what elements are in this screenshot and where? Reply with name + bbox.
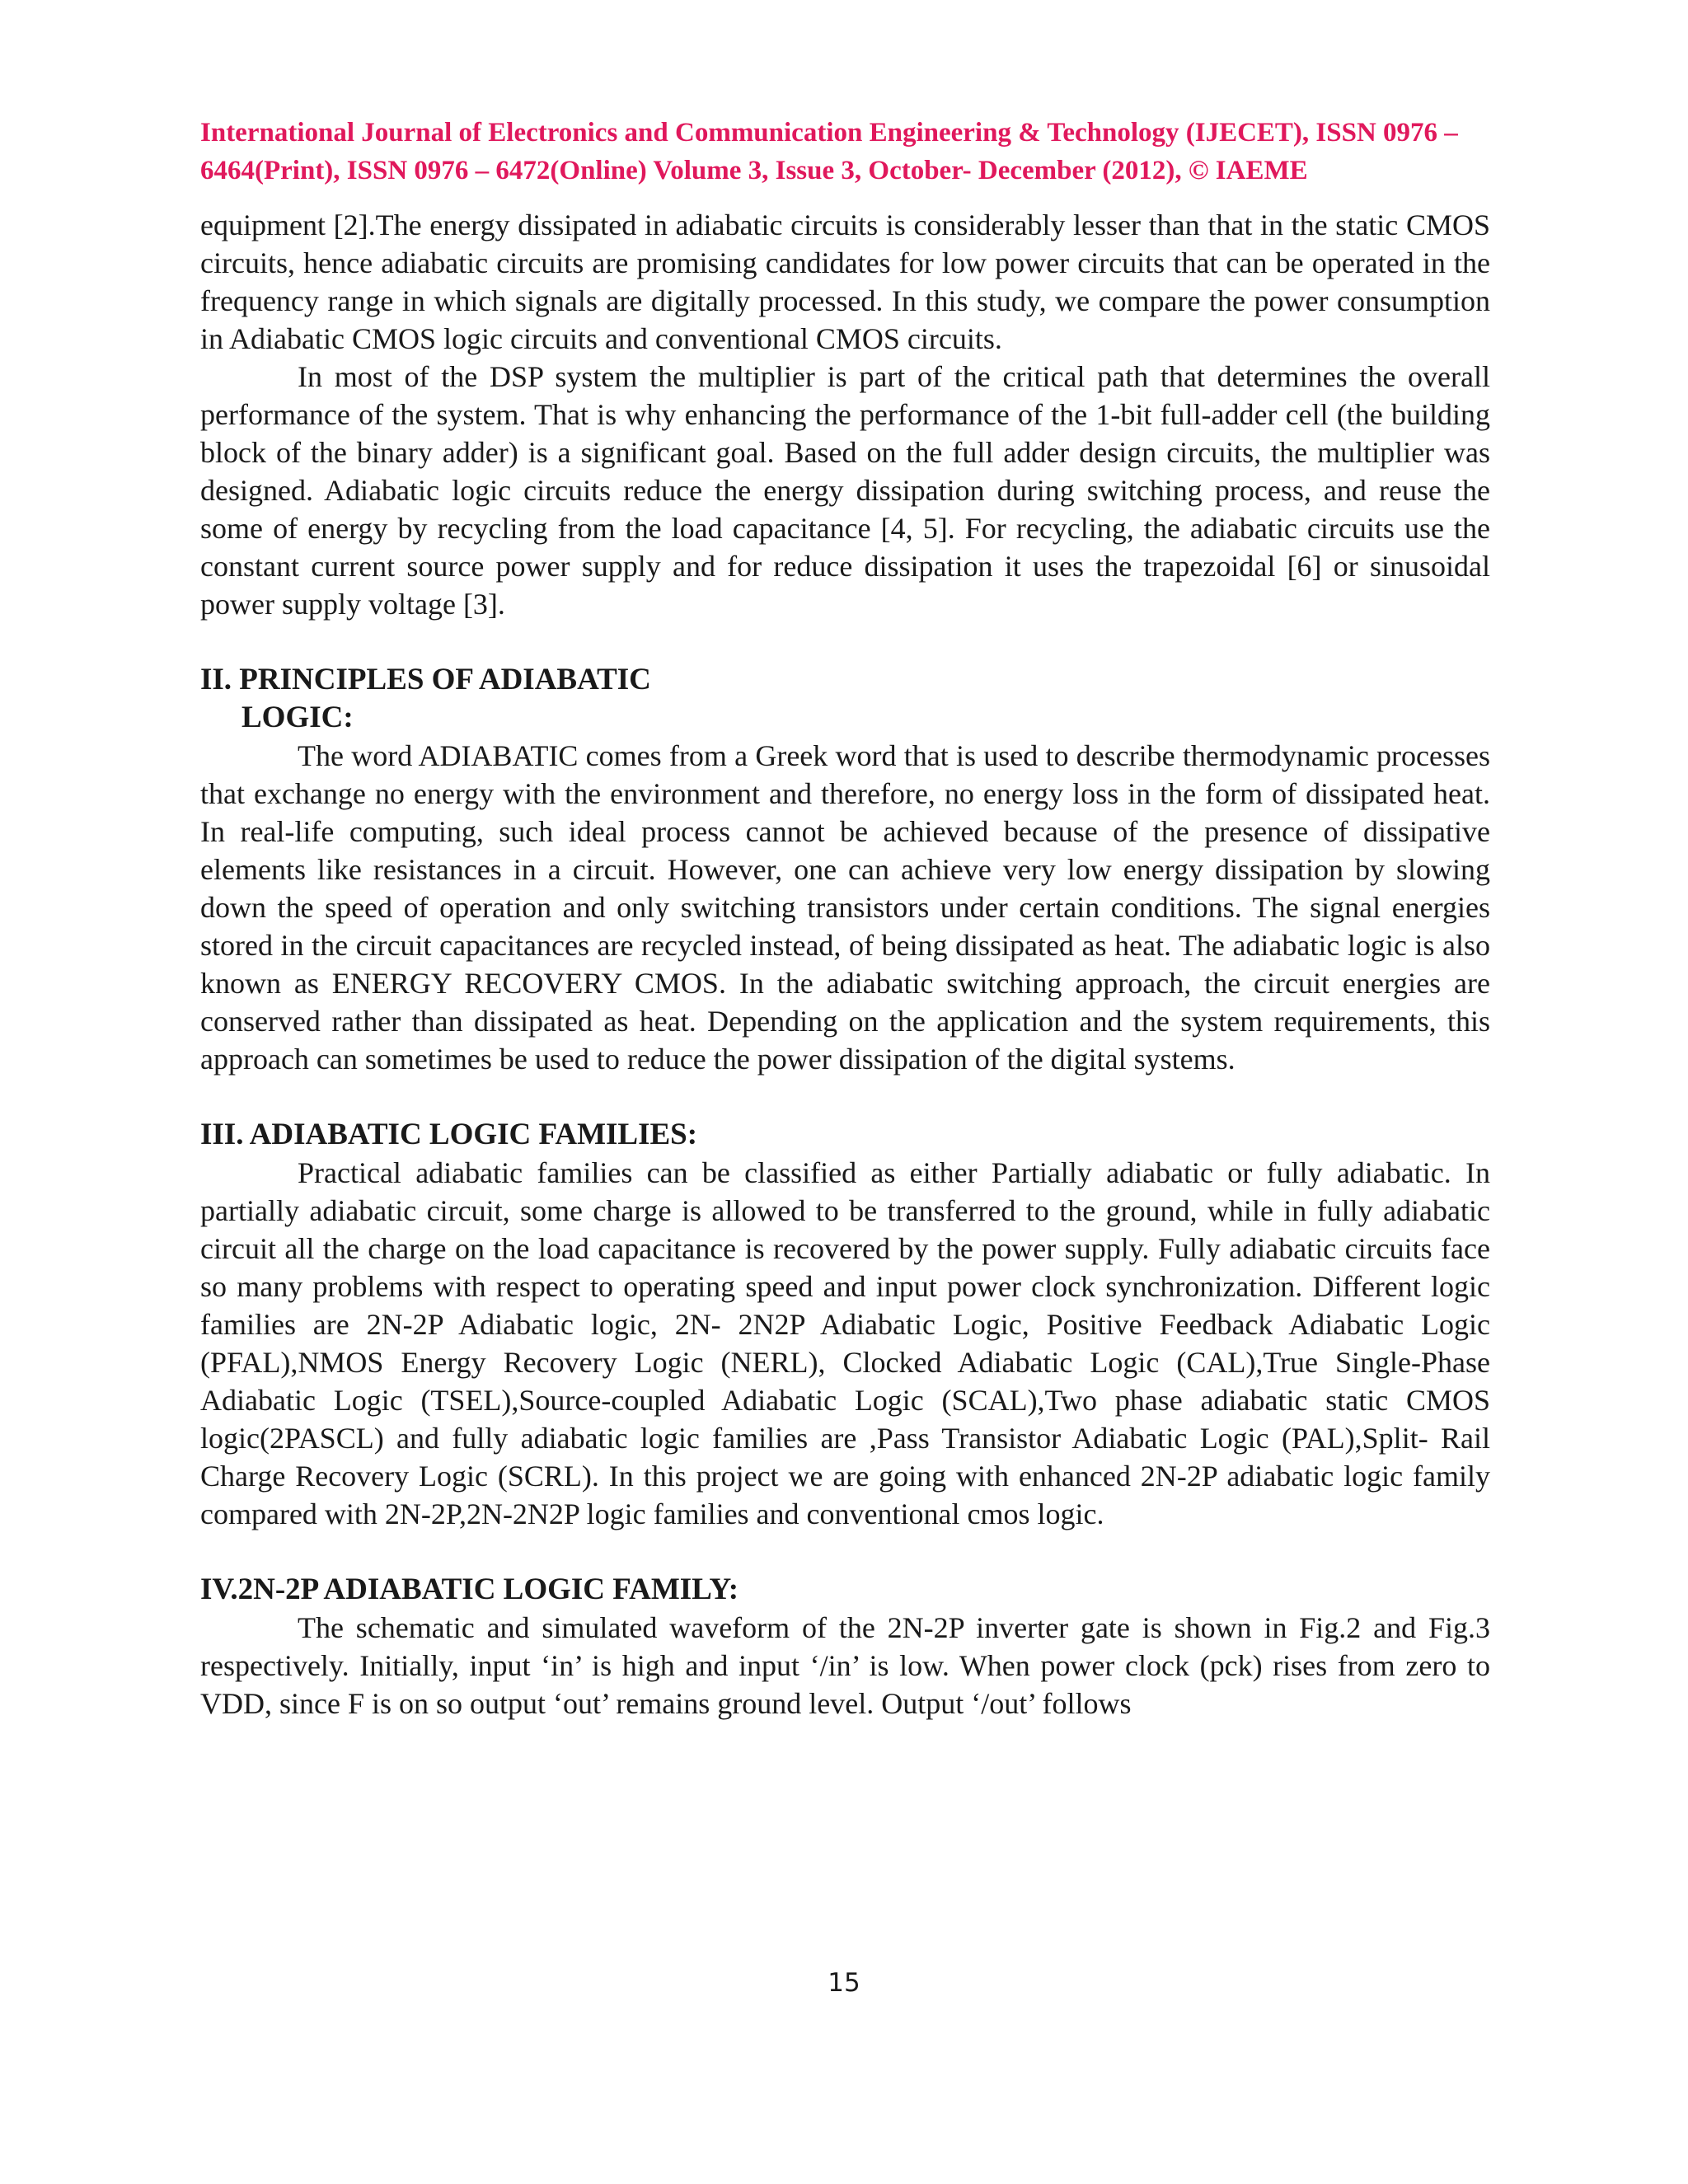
section-4-paragraph: The schematic and simulated waveform of the 2N-2P inverter gate is shown in Fig.2 and Fig.3 respectively. Initially, input ‘in’ is high and input ‘/in’ is low. When power clock (pck) rises from zero to VDD, since F is on so output ‘out’ remains ground level. Output ‘/out’ follows bbox=[200, 1611, 1490, 1720]
section-gap bbox=[200, 1533, 1490, 1571]
section-gap bbox=[200, 1078, 1490, 1116]
section-2-heading-line-1: II. PRINCIPLES OF ADIABATIC bbox=[200, 663, 651, 696]
intro-paragraph-1: equipment [2].The energy dissipated in adiabatic circuits is considerably lesser than that in the static CMOS circuits, hence adiabatic circuits are promising candidates for low power circuits that can be operated in the frequency range in which signals are digitally processed. In this study, we compare the power consumption in Adiabatic CMOS logic circuits and conventional CMOS circuits. bbox=[200, 209, 1490, 355]
journal-header-line-1: International Journal of Electronics and Communication Engineering & Technology (IJECET), ISSN 0976 – bbox=[200, 118, 1458, 148]
section-3-heading: III. ADIABATIC LOGIC FAMILIES: bbox=[200, 1118, 698, 1151]
section-2-heading-line-2: LOGIC: bbox=[241, 701, 354, 734]
section-2-heading bbox=[200, 661, 1490, 737]
section-2-paragraph: The word ADIABATIC comes from a Greek word that is used to describe thermodynamic processes that exchange no energy with the environment and therefore, no energy loss in the form of dissipated heat. In real-life computing, such ideal process cannot be achieved because of the presence of dissipative elements like resistances in a circuit. However, one can achieve very low energy dissipation by slowing down the speed of operation and only switching transistors under certain conditions. The signal energies stored in the circuit capacitances are recycled instead, of being dissipated as heat. The adiabatic logic is also known as ENERGY RECOVERY CMOS. In the adiabatic switching approach, the circuit energies are conserved rather than dissipated as heat. Depending on the application and the system requirements, this approach can sometimes be used to reduce the power dissipation of the digital systems. bbox=[200, 739, 1490, 1076]
journal-header bbox=[200, 114, 1490, 190]
journal-header-line-2: 6464(Print), ISSN 0976 – 6472(Online) Volume 3, Issue 3, October- December (2012), © IAEME bbox=[200, 156, 1308, 185]
section-gap bbox=[200, 623, 1490, 661]
intro-paragraph-2: In most of the DSP system the multiplier is part of the critical path that determines the overall performance of the system. That is why enhancing the performance of the 1-bit full-adder cell (the building block of the binary adder) is a significant goal. Based on the full adder design circuits, the multiplier was designed. Adiabatic logic circuits reduce the energy dissipation during switching process, and reuse the some of energy by recycling from the load capacitance [4, 5]. For recycling, the adiabatic circuits use the constant current source power supply and for reduce dissipation it uses the trapezoidal [6] or sinusoidal power supply voltage [3]. bbox=[200, 360, 1490, 621]
page-number: 15 bbox=[828, 1968, 860, 1998]
section-3-paragraph: Practical adiabatic families can be classified as either Partially adiabatic or fully adiabatic. In partially adiabatic circuit, some charge is allowed to be transferred to the ground, while in fully adiabatic circuit all the charge on the load capacitance is recovered by the power supply. Fully adiabatic circuits face so many problems with respect to operating speed and input power clock synchronization. Different logic families are 2N-2P Adiabatic logic, 2N- 2N2P Adiabatic Logic, Positive Feedback Adiabatic Logic (PFAL),NMOS Energy Recovery Logic (NERL), Clocked Adiabatic Logic (CAL),True Single-Phase Adiabatic Logic (TSEL),Source-coupled Adiabatic Logic (SCAL),Two phase adiabatic static CMOS logic(2PASCL) and fully adiabatic logic families are ,Pass Transistor Adiabatic Logic (PAL),Split- Rail Charge Recovery Logic (SCRL). In this project we are going with enhanced 2N-2P adiabatic logic family compared with 2N-2P,2N-2N2P logic families and conventional cmos logic. bbox=[200, 1156, 1490, 1530]
page-content bbox=[200, 114, 1490, 1722]
section-4-heading: IV.2N-2P ADIABATIC LOGIC FAMILY: bbox=[200, 1572, 739, 1606]
